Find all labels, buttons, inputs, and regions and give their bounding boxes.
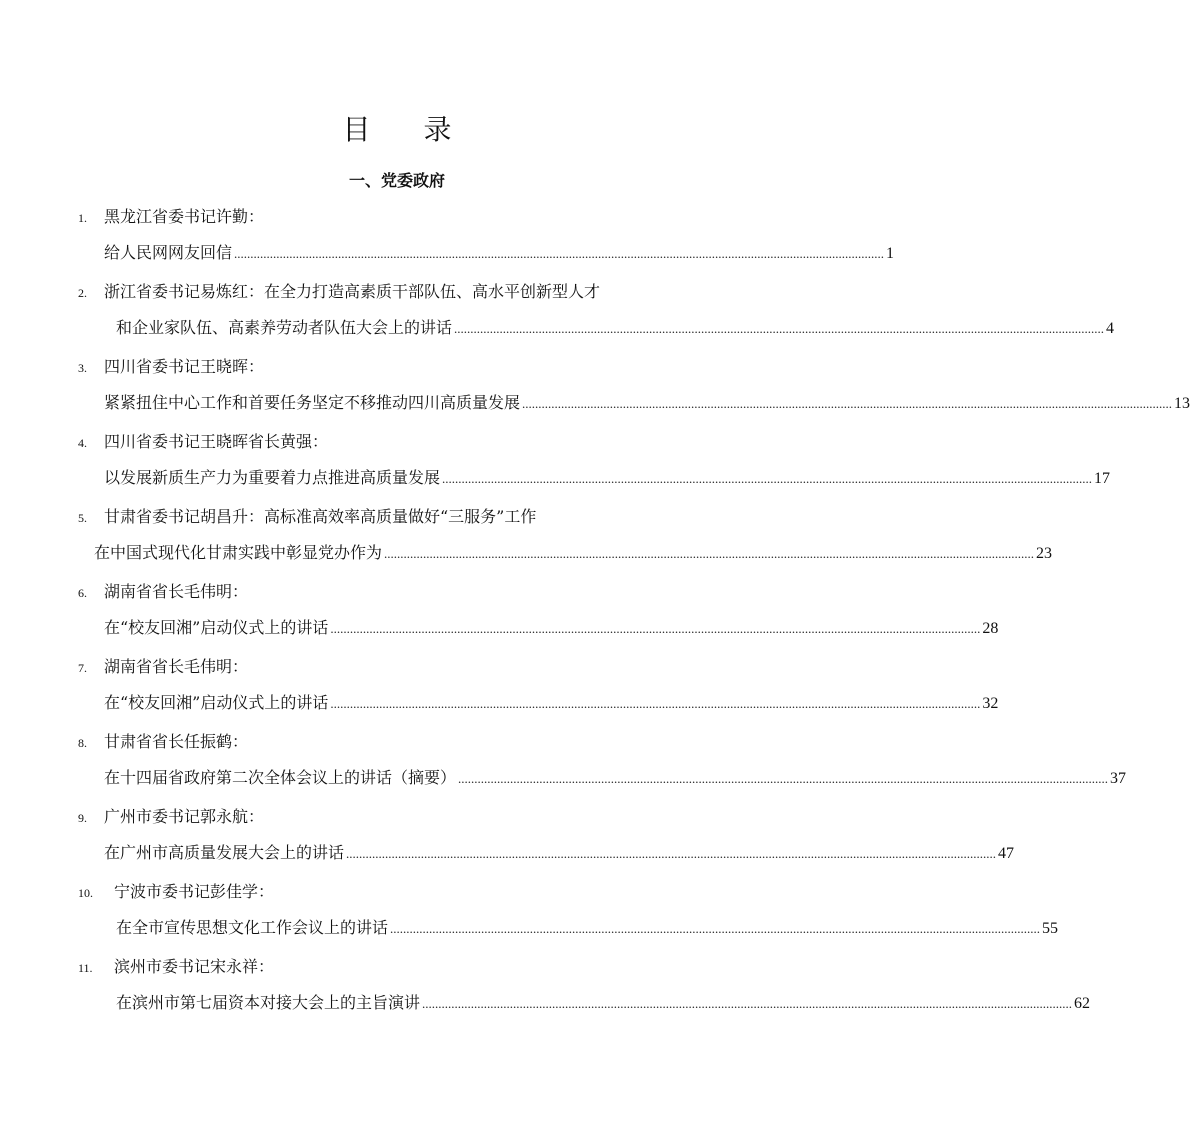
entry-title: 在“校友回湘”启动仪式上的讲话 bbox=[104, 693, 329, 712]
entry-number: 6. bbox=[78, 586, 87, 600]
entry-number: 10. bbox=[78, 886, 93, 900]
entry-title: 在十四届省政府第二次全体会议上的讲话（摘要） bbox=[104, 768, 457, 787]
leader-dots: ........................................................................................................................................................................................................ bbox=[330, 621, 981, 636]
toc-entry[interactable] bbox=[0, 650, 999, 725]
toc-entry[interactable] bbox=[0, 200, 895, 275]
toc-entry[interactable] bbox=[0, 500, 1053, 575]
section-heading: 一、党委政府 bbox=[348, 171, 445, 190]
page-title: 目 录 bbox=[342, 113, 474, 146]
entry-heading: 四川省委书记王晓晖： bbox=[104, 357, 265, 376]
entry-heading: 广州市委书记郭永航： bbox=[104, 807, 265, 826]
entry-heading: 浙江省委书记易炼红：在全力打造高素质干部队伍、高水平创新型人才 bbox=[104, 282, 601, 301]
page-number: 55 bbox=[1042, 920, 1059, 937]
page-number: 28 bbox=[982, 620, 999, 637]
entry-title: 在广州市高质量发展大会上的讲话 bbox=[104, 843, 345, 862]
entry-title: 给人民网网友回信 bbox=[104, 243, 233, 262]
toc-entry[interactable] bbox=[0, 725, 1127, 800]
entry-number: 11. bbox=[78, 961, 93, 975]
leader-dots: ........................................................................................................................................................................................................ bbox=[422, 996, 1073, 1011]
entry-heading: 滨州市委书记宋永祥： bbox=[114, 957, 275, 976]
toc-entry[interactable] bbox=[0, 575, 999, 650]
leader-dots: ........................................................................................................................................................................................................ bbox=[442, 471, 1093, 486]
page-number: 47 bbox=[998, 845, 1015, 862]
entry-title: 在中国式现代化甘肃实践中彰显党办作为 bbox=[94, 543, 383, 562]
toc-entry[interactable] bbox=[0, 800, 1015, 875]
entry-number: 9. bbox=[78, 811, 87, 825]
leader-dots: ........................................................................................................................................................................................................ bbox=[458, 771, 1109, 786]
toc-entry[interactable] bbox=[0, 875, 1059, 950]
leader-dots: ........................................................................................................................................................................................................ bbox=[390, 921, 1041, 936]
entry-number: 5. bbox=[78, 511, 87, 525]
entry-number: 2. bbox=[78, 286, 87, 300]
leader-dots: ........................................................................................................................................................................................................ bbox=[384, 546, 1035, 561]
page-number: 23 bbox=[1036, 545, 1053, 562]
leader-dots: ........................................................................................................................................................................................................ bbox=[234, 246, 885, 261]
toc-entry[interactable] bbox=[0, 275, 1115, 350]
page-number: 62 bbox=[1074, 995, 1091, 1012]
entry-heading: 四川省委书记王晓晖省长黄强： bbox=[104, 432, 329, 451]
entry-title: 以发展新质生产力为重要着力点推进高质量发展 bbox=[104, 468, 441, 487]
entry-heading: 甘肃省委书记胡昌升：高标准高效率高质量做好“三服务”工作 bbox=[104, 507, 537, 526]
entry-number: 3. bbox=[78, 361, 87, 375]
leader-dots: ........................................................................................................................................................................................................ bbox=[522, 396, 1173, 411]
page-number: 1 bbox=[886, 245, 895, 262]
page-number: 37 bbox=[1110, 770, 1127, 787]
entry-title: 紧紧扭住中心工作和首要任务坚定不移推动四川高质量发展 bbox=[104, 393, 521, 412]
leader-dots: ........................................................................................................................................................................................................ bbox=[454, 321, 1105, 336]
page-number: 17 bbox=[1094, 470, 1111, 487]
toc-entry[interactable] bbox=[0, 350, 1190, 425]
page-number: 4 bbox=[1106, 320, 1115, 337]
toc-list bbox=[0, 200, 1190, 1025]
leader-dots: ........................................................................................................................................................................................................ bbox=[346, 846, 997, 861]
entry-heading: 甘肃省省长任振鹤： bbox=[104, 732, 249, 751]
entry-heading: 湖南省省长毛伟明： bbox=[104, 657, 249, 676]
page-number: 13 bbox=[1174, 395, 1190, 412]
entry-heading: 湖南省省长毛伟明： bbox=[104, 582, 249, 601]
page-number: 32 bbox=[982, 695, 999, 712]
toc-entry[interactable] bbox=[0, 425, 1111, 500]
entry-heading: 宁波市委书记彭佳学： bbox=[114, 882, 275, 901]
toc-entry[interactable] bbox=[0, 950, 1091, 1025]
entry-title: 在“校友回湘”启动仪式上的讲话 bbox=[104, 618, 329, 637]
entry-number: 8. bbox=[78, 736, 87, 750]
entry-number: 7. bbox=[78, 661, 87, 675]
entry-title: 在滨州市第七届资本对接大会上的主旨演讲 bbox=[116, 993, 421, 1012]
entry-heading: 黑龙江省委书记许勤： bbox=[104, 207, 265, 226]
entry-title: 和企业家队伍、高素养劳动者队伍大会上的讲话 bbox=[116, 318, 453, 337]
entry-number: 1. bbox=[78, 211, 87, 225]
entry-title: 在全市宣传思想文化工作会议上的讲话 bbox=[116, 918, 389, 937]
leader-dots: ........................................................................................................................................................................................................ bbox=[330, 696, 981, 711]
entry-number: 4. bbox=[78, 436, 87, 450]
